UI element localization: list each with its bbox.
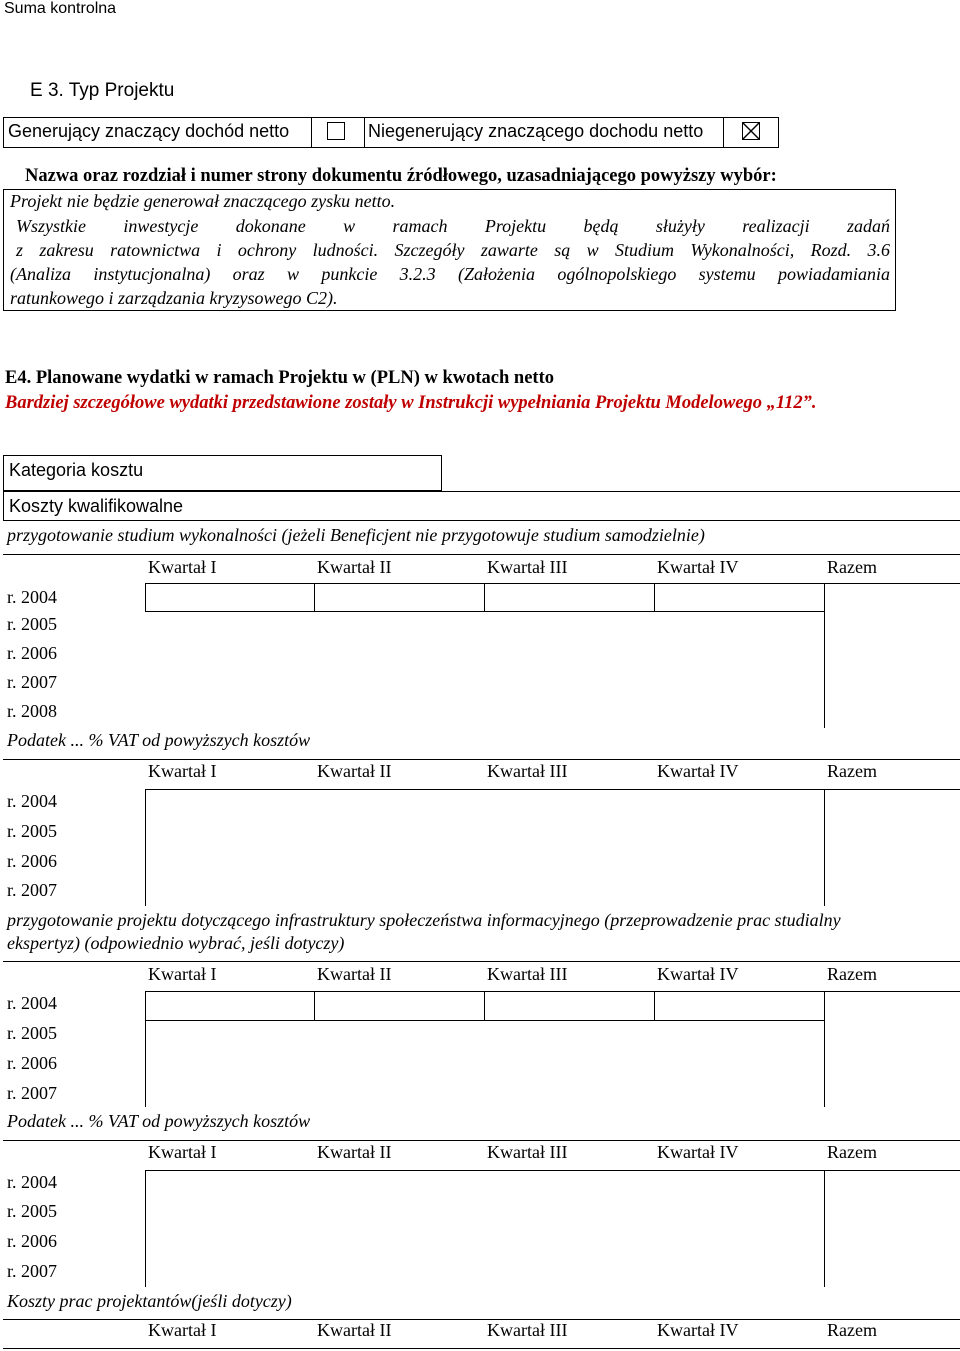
s1-total: Razem	[827, 557, 877, 577]
justification-line-1: Projekt nie będzie generował znaczącego zysku netto.	[10, 191, 396, 211]
checkbox-cross-icon	[743, 123, 761, 141]
s2-quarter-1: Kwartał I	[148, 761, 217, 781]
s1-quarter-1: Kwartał I	[148, 557, 217, 577]
section-3-title-line-2: ekspertyz) (odpowiednio wybrać, jeśli dotyczy)	[7, 933, 345, 953]
s5-quarter-4: Kwartał IV	[657, 1320, 739, 1340]
s2-year-2005: r. 2005	[7, 821, 58, 841]
s2-quarter-4: Kwartał IV	[657, 761, 739, 781]
s2-quarter-2: Kwartał II	[317, 761, 392, 781]
section-e3-heading: E 3. Typ Projektu	[30, 80, 175, 101]
justification-line-2: Wszystkie inwestycje dokonane w ramach Projektu będą służyły realizacji zadań	[16, 216, 890, 236]
section-2-title: Podatek ... % VAT od powyższych kosztów	[7, 730, 311, 750]
s1-year-2005: r. 2005	[7, 614, 58, 634]
s1-quarter-2: Kwartał II	[317, 557, 392, 577]
e4-note: Bardziej szczegółowe wydatki przedstawione zostały w Instrukcji wypełniania Projektu Modelowego „112”.	[5, 393, 817, 413]
s3-year-2007: r. 2007	[7, 1083, 58, 1103]
justification-line-4: (Analiza instytucjonalna) oraz w punkcie 3.2.3 (Założenia ogólnopolskiego systemu powiadamiania	[10, 264, 890, 284]
s3-quarter-3: Kwartał III	[487, 964, 568, 984]
s4-quarter-1: Kwartał I	[148, 1142, 217, 1162]
section-1-title: przygotowanie studium wykonalności (jeżeli Beneficjent nie przygotowuje studium samodzielnie)	[7, 525, 705, 545]
justification-line-5: ratunkowego i zarządzania kryzysowego C2).	[10, 288, 338, 308]
s3-year-2004: r. 2004	[7, 993, 58, 1013]
s3-total: Razem	[827, 964, 877, 984]
section-3-title-line-1: przygotowanie projektu dotyczącego infrastruktury społeczeństwa informacyjnego (przeprowadzenie prac studialny	[7, 910, 841, 930]
s3-year-2005: r. 2005	[7, 1023, 58, 1043]
s4-year-2006: r. 2006	[7, 1231, 58, 1251]
category-label: Kategoria kosztu	[9, 460, 144, 480]
s2-quarter-3: Kwartał III	[487, 761, 568, 781]
s2-total: Razem	[827, 761, 877, 781]
s1-quarter-4: Kwartał IV	[657, 557, 739, 577]
page-header-title: Suma kontrolna	[4, 0, 117, 17]
option-non-generating-checkbox[interactable]	[742, 122, 760, 140]
option-non-generating-label: Niegenerujący znaczącego dochodu netto	[368, 121, 704, 141]
section-5-title: Koszty prac projektantów(jeśli dotyczy)	[7, 1291, 292, 1311]
s1-quarter-3: Kwartał III	[487, 557, 568, 577]
s5-total: Razem	[827, 1320, 877, 1340]
s1-year-2007: r. 2007	[7, 672, 58, 692]
s4-quarter-2: Kwartał II	[317, 1142, 392, 1162]
eligible-costs-label: Koszty kwalifikowalne	[9, 496, 184, 516]
s4-year-2007: r. 2007	[7, 1261, 58, 1281]
option-generating-label: Generujący znaczący dochód netto	[8, 121, 290, 141]
s1-year-2006: r. 2006	[7, 643, 58, 663]
s3-quarter-1: Kwartał I	[148, 964, 217, 984]
s5-quarter-1: Kwartał I	[148, 1320, 217, 1340]
source-document-heading: Nazwa oraz rozdział i numer strony dokumentu źródłowego, uzasadniającego powyższy wybór:	[25, 166, 777, 186]
s2-year-2004: r. 2004	[7, 791, 58, 811]
s4-year-2005: r. 2005	[7, 1201, 58, 1221]
s4-total: Razem	[827, 1142, 877, 1162]
s5-quarter-2: Kwartał II	[317, 1320, 392, 1340]
s3-quarter-2: Kwartał II	[317, 964, 392, 984]
s1-year-2004: r. 2004	[7, 587, 58, 607]
s1-year-2008: r. 2008	[7, 701, 58, 721]
justification-line-3: z zakresu ratownictwa i ochrony ludności. Szczegóły zawarte są w Studium Wykonalności, Rozd. 3.6	[16, 240, 890, 260]
s4-quarter-3: Kwartał III	[487, 1142, 568, 1162]
s3-quarter-4: Kwartał IV	[657, 964, 739, 984]
section-4-title: Podatek ... % VAT od powyższych kosztów	[7, 1111, 311, 1131]
option-generating-checkbox[interactable]	[327, 122, 345, 140]
s2-year-2006: r. 2006	[7, 851, 58, 871]
s4-year-2004: r. 2004	[7, 1172, 58, 1192]
s2-year-2007: r. 2007	[7, 880, 58, 900]
s4-quarter-4: Kwartał IV	[657, 1142, 739, 1162]
section-e4-heading: E4. Planowane wydatki w ramach Projektu w (PLN) w kwotach netto	[5, 368, 554, 388]
s5-quarter-3: Kwartał III	[487, 1320, 568, 1340]
s3-year-2006: r. 2006	[7, 1053, 58, 1073]
